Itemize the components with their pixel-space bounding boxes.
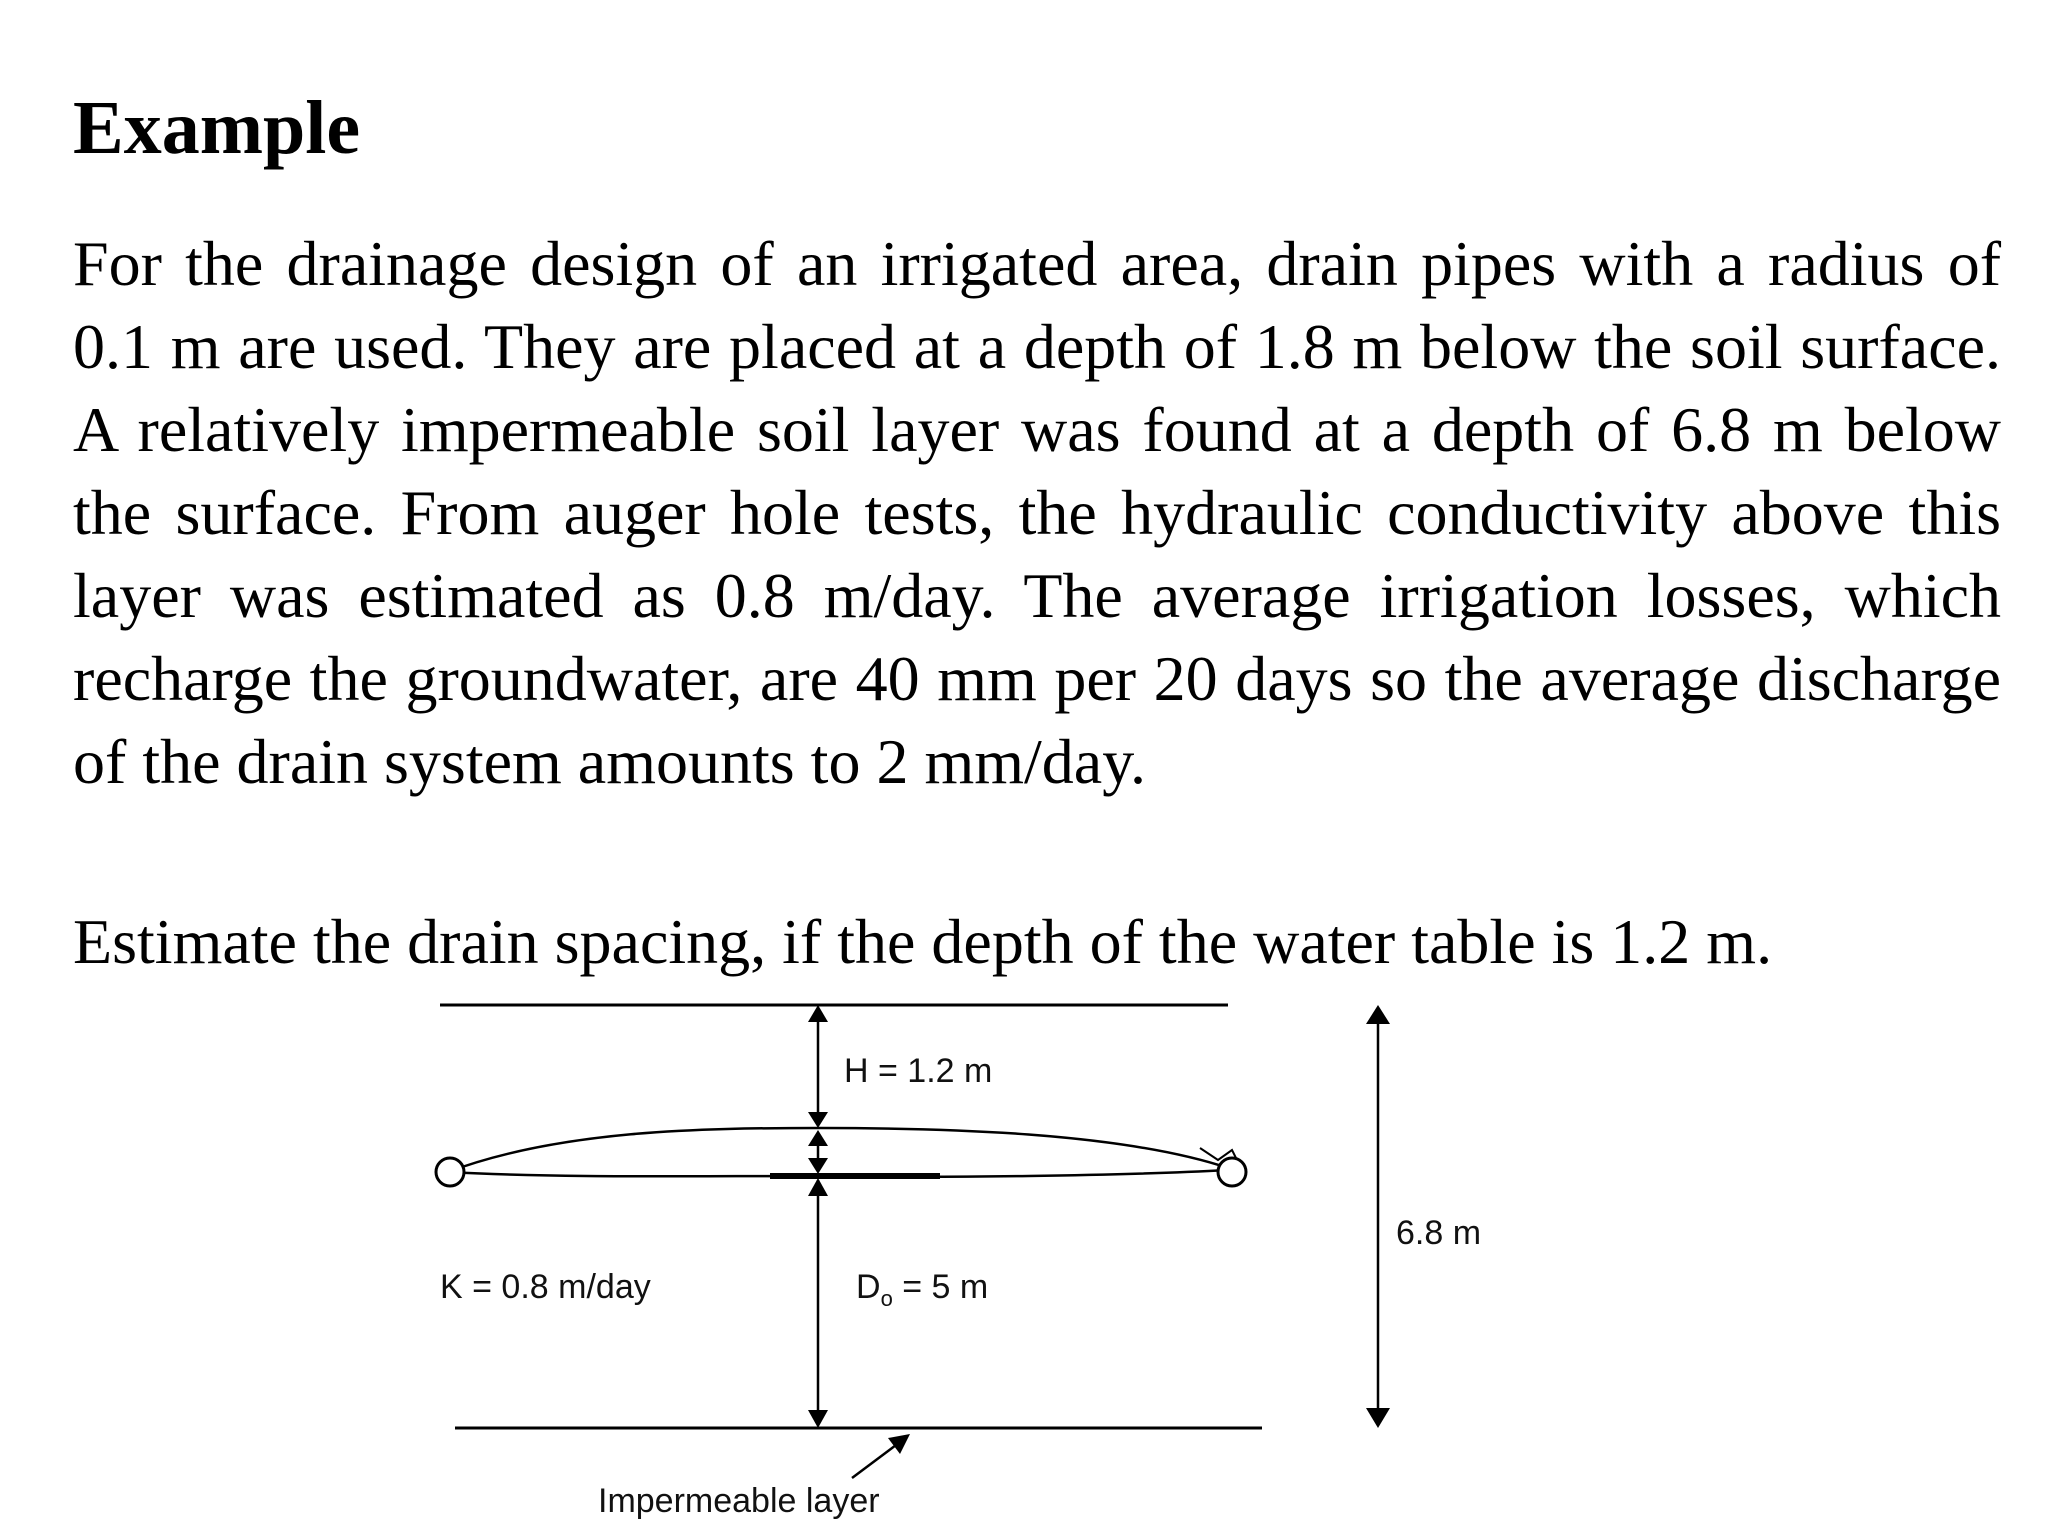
- right-drain-squiggle: [1200, 1148, 1236, 1160]
- d0-arrow-top-head: [808, 1178, 828, 1196]
- h-label: H = 1.2 m: [844, 1052, 993, 1090]
- impermeable-layer-label: Impermeable layer: [598, 1482, 880, 1520]
- page-title: Example: [73, 86, 361, 170]
- h-arrow-top-head: [808, 1005, 828, 1022]
- water-table-curve: [448, 1128, 1228, 1172]
- drain-level-curve: [448, 1170, 1228, 1177]
- d0-label-main: D: [856, 1268, 881, 1306]
- right-drain-pipe: [1218, 1158, 1246, 1186]
- d0-label-sub: o: [880, 1286, 893, 1311]
- total-depth-bottom-head: [1366, 1408, 1390, 1428]
- h-arrow-bottom-head: [808, 1112, 828, 1128]
- impermeable-pointer-arrow: [852, 1442, 900, 1478]
- mid-arrow-down-head: [808, 1158, 828, 1174]
- total-depth-label: 6.8 m: [1396, 1214, 1482, 1252]
- d0-label-rest: = 5 m: [892, 1268, 989, 1306]
- d0-arrow-bottom-head: [808, 1410, 828, 1428]
- d0-label: [856, 1268, 988, 1311]
- total-depth-top-head: [1366, 1005, 1390, 1024]
- impermeable-pointer-head: [888, 1434, 910, 1454]
- problem-statement: For the drainage design of an irrigated area, drain pipes with a radius of 0.1 m are used. They are placed at a depth of 1.8 m below the soil surface. A relatively impermeable soil layer was found at a depth of 6.8 m below the surface. From auger hole tests, the hydraulic conductivity above this layer was estimated as 0.8 m/day. The average irrigation losses, which recharge the groundwater, are 40 mm per 20 days so the average discharge of the drain system amounts to 2 mm/day.: [73, 228, 2001, 797]
- question-text: Estimate the drain spacing, if the depth of the water table is 1.2 m.: [73, 906, 1773, 977]
- k-label: K = 0.8 m/day: [440, 1268, 651, 1306]
- mid-arrow-up-head: [808, 1130, 828, 1146]
- left-drain-pipe: [436, 1158, 464, 1186]
